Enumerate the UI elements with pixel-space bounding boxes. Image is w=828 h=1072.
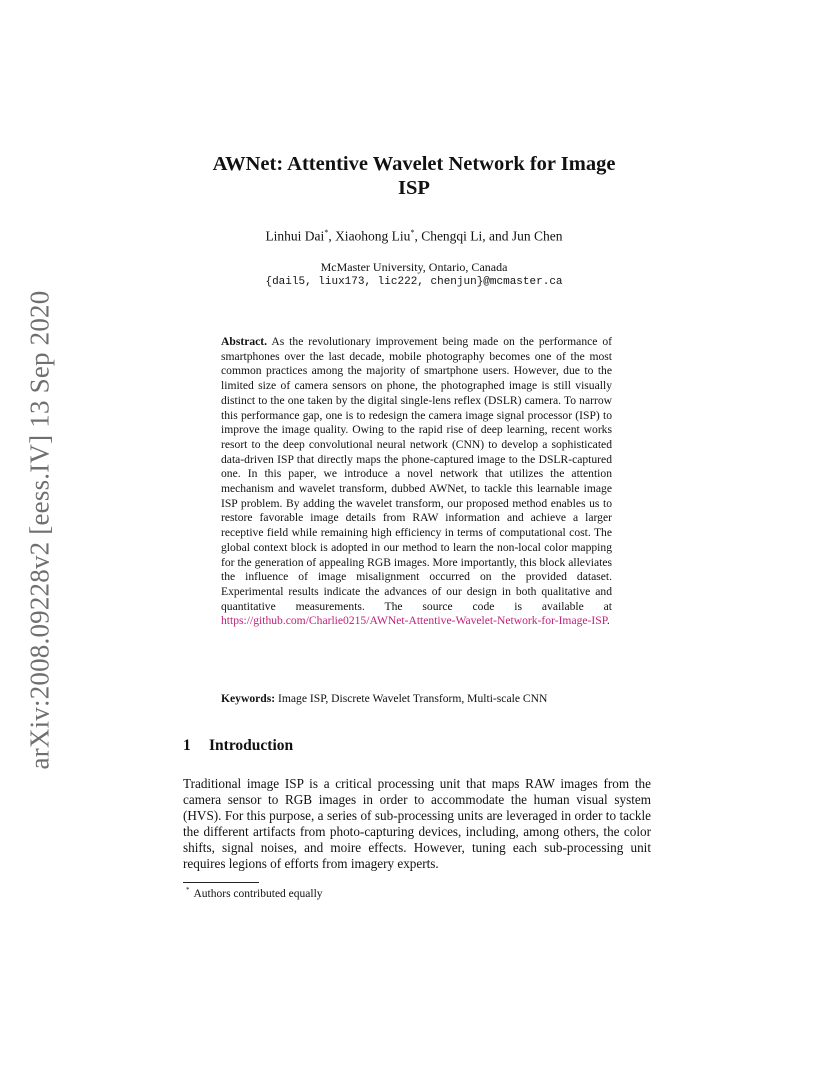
title-line-2: ISP [398,177,430,199]
affiliation-block [170,260,658,290]
footnote [186,886,323,900]
author-2: Xiaohong Liu [335,228,411,244]
footnote-rule [183,882,259,883]
title-line-1: AWNet: Attentive Wavelet Network for Image [212,153,616,175]
abstract-end: . [606,614,610,628]
abstract [221,335,612,629]
paper-title [170,152,658,200]
arxiv-sidebar-stamp [20,285,60,775]
arxiv-id: arXiv:2008.09228v2 [eess.IV] 13 Sep 2020 [24,290,55,770]
section-title: Introduction [209,737,294,754]
affiliation: McMaster University, Ontario, Canada [320,260,508,274]
equal-contribution-mark: * [324,228,329,237]
keywords [221,692,612,707]
footnote-text: Authors contributed equally [193,887,323,900]
equal-contribution-mark: * [410,228,415,237]
abstract-label: Abstract. [221,335,268,348]
author-1: Linhui Dai [265,228,325,244]
keywords-label: Keywords: [221,692,276,705]
source-code-link[interactable]: https://github.com/Charlie0215/AWNet-Attentive-Wavelet-Network-for-Image-ISP [221,614,607,628]
author-emails: {dail5, liux173, lic222, chenjun}@mcmaster.ca [265,276,563,288]
keywords-text: Image ISP, Discrete Wavelet Transform, Multi-scale CNN [278,692,548,705]
author-list: Linhui Dai*, Xiaohong Liu*, Chengqi Li, and Jun Chen [265,228,563,244]
abstract-text: As the revolutionary improvement being made on the performance of smartphones over the last decade, mobile photography becomes one of the most common practices among the majority of smartphone users. However, due to the limited size of camera sensors on phone, the photographed image is still visually distinct to the one taken by the digital single-lens reflex (DSLR) camera. To narrow this performance gap, one is to redesign the camera image signal processor (ISP) to improve the image quality. Owing to the rapid rise of deep learning, recent works resort to the deep convolutional neural network (CNN) to develop a sophisticated data-driven ISP that directly maps the phone-captured image to the DSLR-captured one. In this paper, we introduce a novel network that utilizes the attention mechanism and wavelet transform, dubbed AWNet, to tackle this learnable image ISP problem. By adding the wavelet transform, our proposed method enables us to restore favorable image details from RAW information and achieve a larger receptive field while remaining high efficiency in terms of computational cost. The global context block is adopted in our method to learn the non-local color mapping for the generation of appealing RGB images. More importantly, this block alleviates the influence of image misalignment occurred on the provided dataset. Experimental results indicate the advances of our design in both qualitative and quantitative measurements. The source code is available at [221,335,613,613]
section-number: 1 [183,737,191,754]
intro-paragraph: Traditional image ISP is a critical processing unit that maps RAW images from the camera sensor to RGB images in order to accommodate the human visual system (HVS). For this purpose, a series of sub-processing units are leveraged in order to tackle the different artifacts from photo-capturing devices, including, among others, the color shifts, signal noises, and moire effects. However, tuning each sub-processing unit requires legions of efforts from imagery experts. [183,776,651,872]
footnote-mark: * [186,886,190,894]
section-heading [183,737,293,755]
author-3-4: Chengqi Li, and Jun Chen [421,228,563,244]
